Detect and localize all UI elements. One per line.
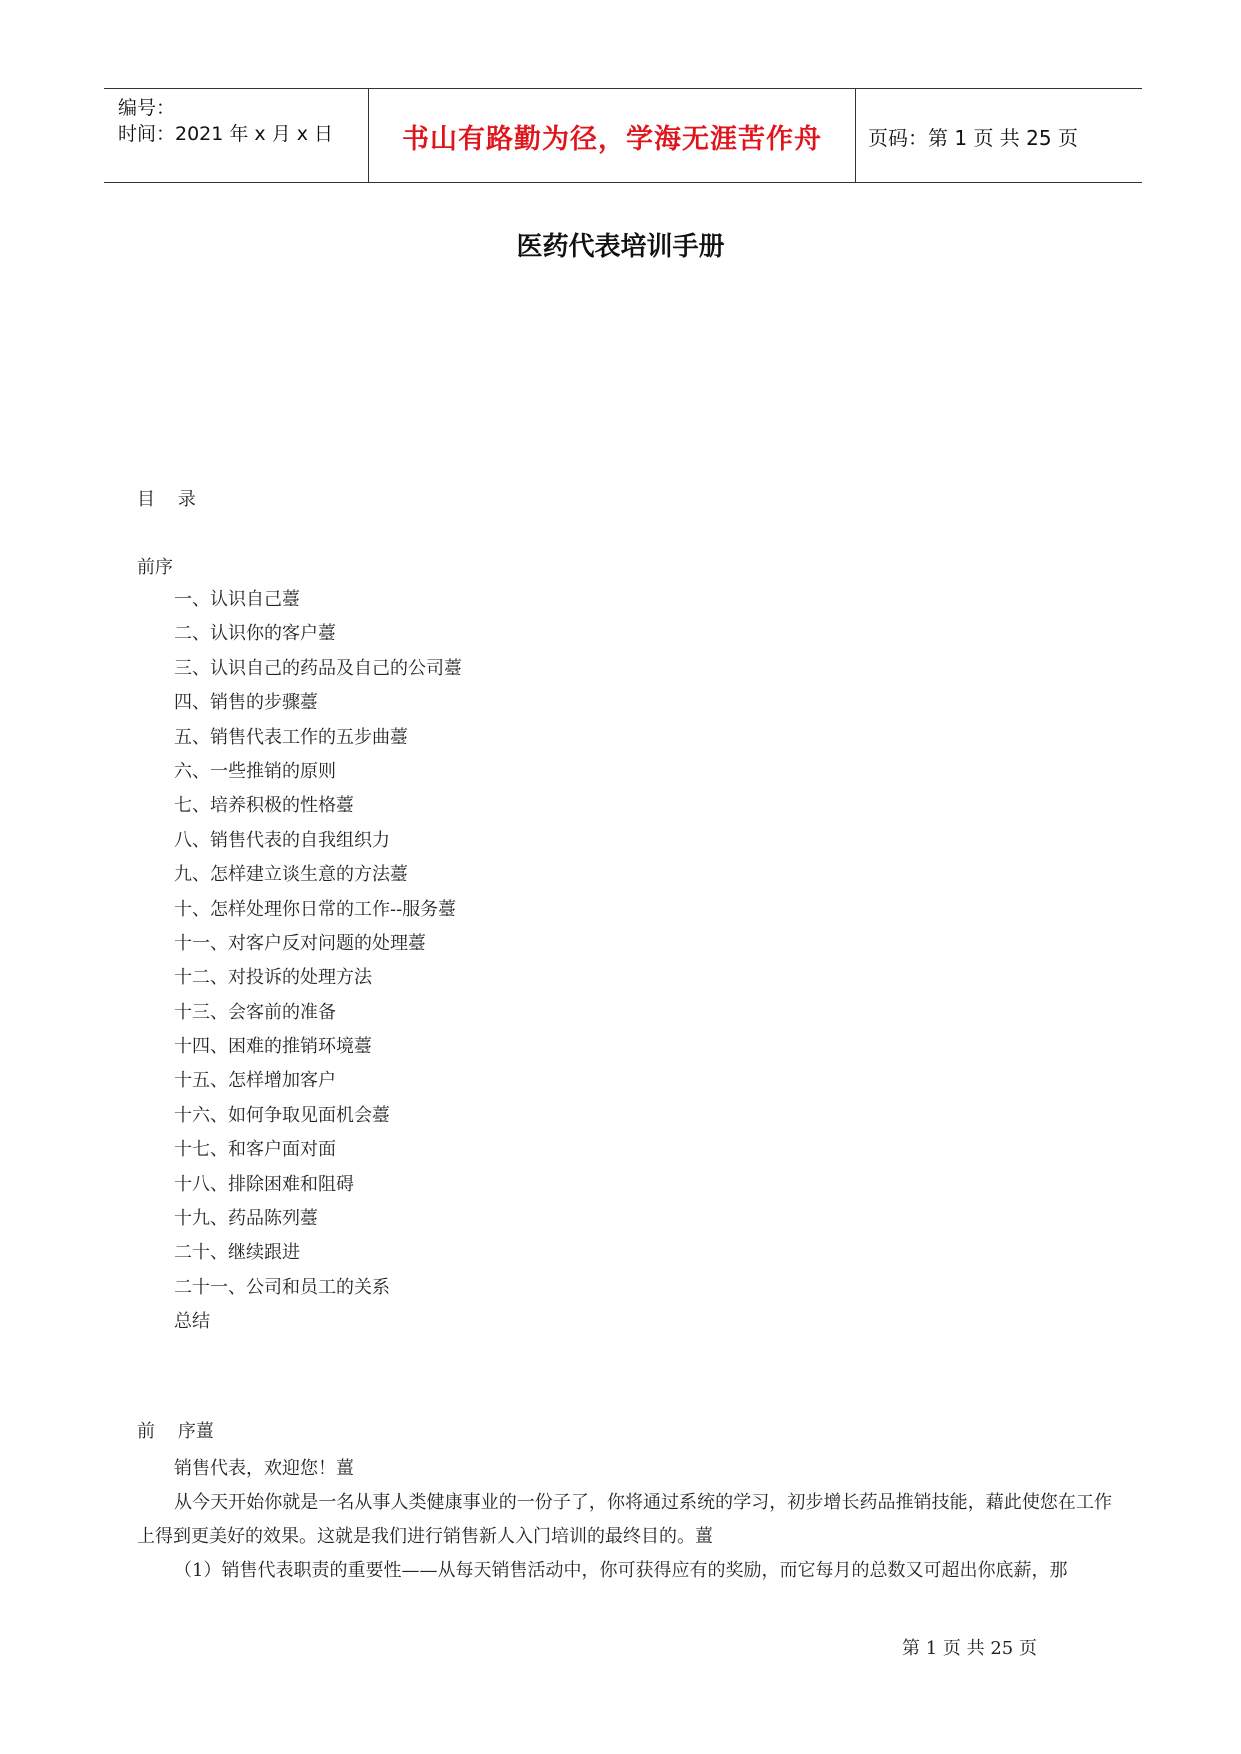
toc-item[interactable]: 十一、对客户反对问题的处理薹: [174, 932, 426, 954]
document-number-label: 编号：: [118, 97, 176, 119]
toc-item[interactable]: 九、怎样建立谈生意的方法薹: [174, 864, 408, 886]
toc-item[interactable]: 十、怎样处理你日常的工作--服务薹: [174, 898, 457, 920]
toc-item[interactable]: 四、销售的步骤薹: [174, 692, 318, 714]
toc-item[interactable]: 二十一、公司和员工的关系: [174, 1276, 390, 1298]
preface-paragraph: 从今天开始你就是一名从事人类健康事业的一份子了，你将通过系统的学习，初步增长药品推销技能，藉此使您在工作上得到更美好的效果。这就是我们进行销售新人入门培训的最终目的。薑: [137, 1492, 1112, 1547]
header-meta-cell: [104, 89, 368, 182]
toc-item[interactable]: 十六、如何争取见面机会薹: [174, 1104, 390, 1126]
toc-item[interactable]: 十八、排除困难和阻碍: [174, 1173, 354, 1195]
header-page-code: 页码：第 1 页 共 25 页: [868, 126, 1078, 150]
toc-item[interactable]: 七、培养积极的性格薹: [174, 795, 354, 817]
document-header: [104, 88, 1142, 183]
toc-item[interactable]: 十二、对投诉的处理方法: [174, 967, 372, 989]
toc-item[interactable]: 十九、药品陈列薹: [174, 1208, 318, 1230]
preface-body: [137, 1452, 1112, 1588]
preface-paragraph: 销售代表，欢迎您！薑: [174, 1458, 354, 1479]
toc-heading: 目 录: [137, 489, 196, 510]
header-motto: 书山有路勤为径，学海无涯苦作舟: [402, 124, 822, 155]
toc-item[interactable]: 十三、会客前的准备: [174, 1001, 336, 1023]
preface-heading: 前 序薑: [137, 1421, 214, 1442]
toc-item[interactable]: 二十、继续跟进: [174, 1242, 300, 1264]
toc-item[interactable]: 二、认识你的客户薹: [174, 623, 336, 645]
toc-item[interactable]: 总结: [174, 1311, 210, 1333]
toc-item[interactable]: 一、认识自己薹: [174, 589, 300, 610]
toc-item[interactable]: 十五、怎样增加客户: [174, 1070, 336, 1092]
document-title: 医药代表培训手册: [516, 232, 725, 262]
toc-item[interactable]: 六、一些推销的原则: [174, 760, 336, 782]
toc-item[interactable]: 八、销售代表的自我组织力: [174, 829, 390, 851]
toc-item[interactable]: 十七、和客户面对面: [174, 1139, 336, 1161]
toc-item[interactable]: 三、认识自己的药品及自己的公司薹: [174, 657, 462, 679]
toc-preface-entry[interactable]: 前序: [137, 557, 173, 578]
preface-paragraph: （1）销售代表职责的重要性——从每天销售活动中，你可获得应有的奖励，而它每月的总数又可超出你底薪，那: [174, 1560, 1068, 1581]
header-page-cell: [856, 89, 1142, 182]
toc-item[interactable]: 五、销售代表工作的五步曲薹: [174, 726, 408, 748]
header-motto-cell: [368, 89, 856, 182]
document-time: 时间：2021 年 x 月 x 日: [118, 123, 334, 145]
table-of-contents: [174, 588, 462, 1345]
page-footer: 第 1 页 共 25 页: [902, 1638, 1037, 1659]
toc-item[interactable]: 十四、困难的推销环境薹: [174, 1036, 372, 1058]
